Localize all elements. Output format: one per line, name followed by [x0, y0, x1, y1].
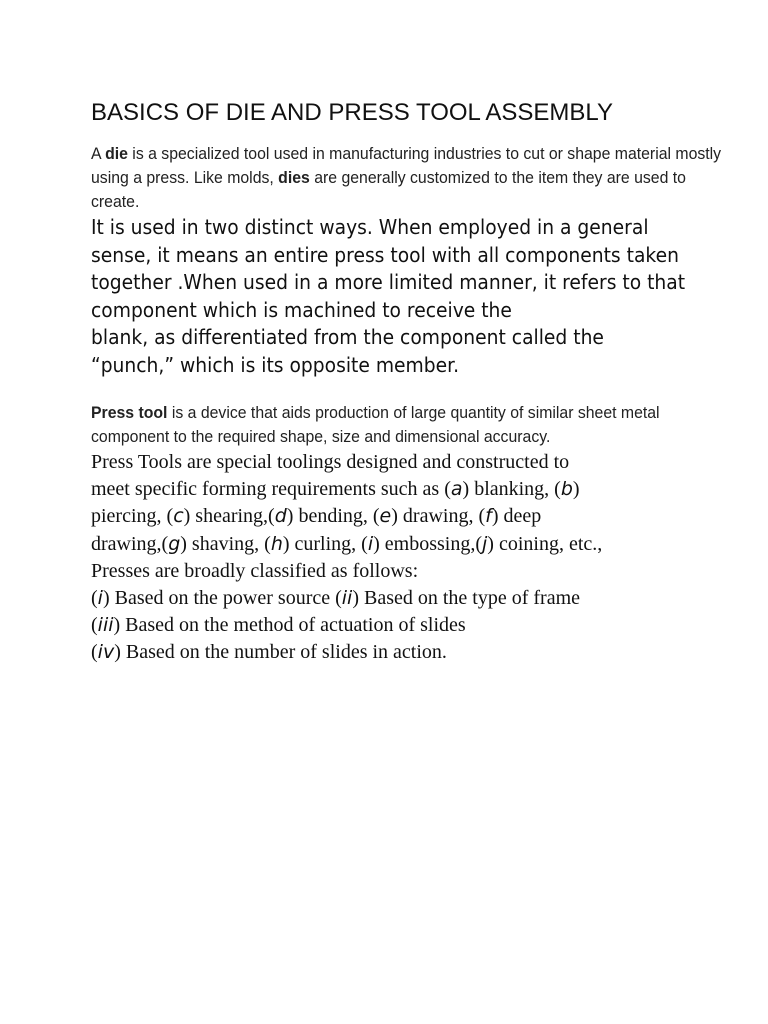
- text: (: [91, 587, 98, 610]
- text: blank, as differentiated from the component called the “punch,” which is its opposite member.: [91, 325, 604, 377]
- document-body: [91, 96, 731, 667]
- text: Presses are broadly classified as follows:: [91, 559, 419, 582]
- text: meet specific forming requirements such as (: [91, 478, 451, 501]
- text: ) drawing, (: [391, 505, 486, 528]
- roman-numeral: iv: [97, 641, 115, 664]
- text: ) shaving, (: [180, 532, 271, 555]
- text: ) Based on the number of slides in action.: [114, 641, 447, 664]
- text: ) bending, (: [286, 505, 380, 528]
- text: (: [91, 641, 98, 664]
- item-letter: e: [379, 505, 392, 528]
- spacer: [91, 379, 731, 401]
- item-letter: b: [560, 478, 573, 501]
- text: are generally customized to the item they are used to create.: [91, 168, 686, 211]
- text: ) blanking, (: [462, 478, 561, 501]
- line: [91, 639, 711, 666]
- item-letter: a: [450, 478, 463, 501]
- line: [91, 531, 711, 558]
- line: [91, 558, 711, 585]
- item-letter: j: [482, 532, 488, 555]
- text: is a device that aids production of large quantity of similar sheet metal component to the required shape, size and dimensional accuracy.: [91, 403, 660, 446]
- text: ) coining, etc.,: [487, 532, 603, 555]
- term-die: die: [105, 144, 128, 163]
- item-letter: f: [485, 505, 492, 528]
- text: A: [91, 144, 106, 163]
- item-letter: i: [367, 532, 374, 555]
- text: (: [91, 614, 98, 637]
- text: drawing,(: [91, 532, 169, 555]
- roman-numeral: i: [97, 587, 103, 610]
- line: [91, 585, 711, 612]
- text: ): [572, 478, 580, 501]
- item-letter: d: [274, 505, 287, 528]
- roman-numeral: iii: [97, 614, 114, 637]
- text: ) Based on the method of actuation of slides: [113, 614, 466, 637]
- text: ) embossing,(: [373, 532, 483, 555]
- item-letter: c: [173, 505, 184, 528]
- roman-numeral: ii: [341, 587, 353, 610]
- term-dies: dies: [278, 168, 310, 187]
- text: piercing, (: [91, 505, 174, 528]
- item-letter: h: [270, 532, 283, 555]
- text: Press Tools are special toolings designed and constructed to: [91, 451, 570, 473]
- die-usage-paragraph: [91, 214, 689, 379]
- press-tool-definition-paragraph: [91, 401, 723, 449]
- text: is a specialized tool used in manufacturing industries to cut or shape material mostly using a press. Like molds,: [91, 144, 722, 187]
- press-tools-paragraph: [91, 449, 711, 667]
- line: [91, 476, 711, 503]
- die-definition-paragraph: [91, 142, 723, 214]
- text: ) deep: [491, 505, 542, 528]
- line: [91, 612, 711, 639]
- item-letter: g: [168, 532, 181, 555]
- text: ) Based on the power source (: [102, 587, 342, 610]
- document-title: BASICS OF DIE AND PRESS TOOL ASSEMBLY: [91, 99, 613, 126]
- line: [91, 503, 711, 530]
- text: ) shearing,(: [183, 505, 275, 528]
- text: ) curling, (: [282, 532, 368, 555]
- text: ) Based on the type of frame: [352, 587, 581, 610]
- text: It is used in two distinct ways. When employed in a general sense, it means an entire press tool with all components taken together .When used in a more limited manner, it refers to that component which is machined to receive the: [91, 215, 686, 322]
- term-press-tool: Press tool: [91, 403, 168, 422]
- line: [91, 449, 711, 476]
